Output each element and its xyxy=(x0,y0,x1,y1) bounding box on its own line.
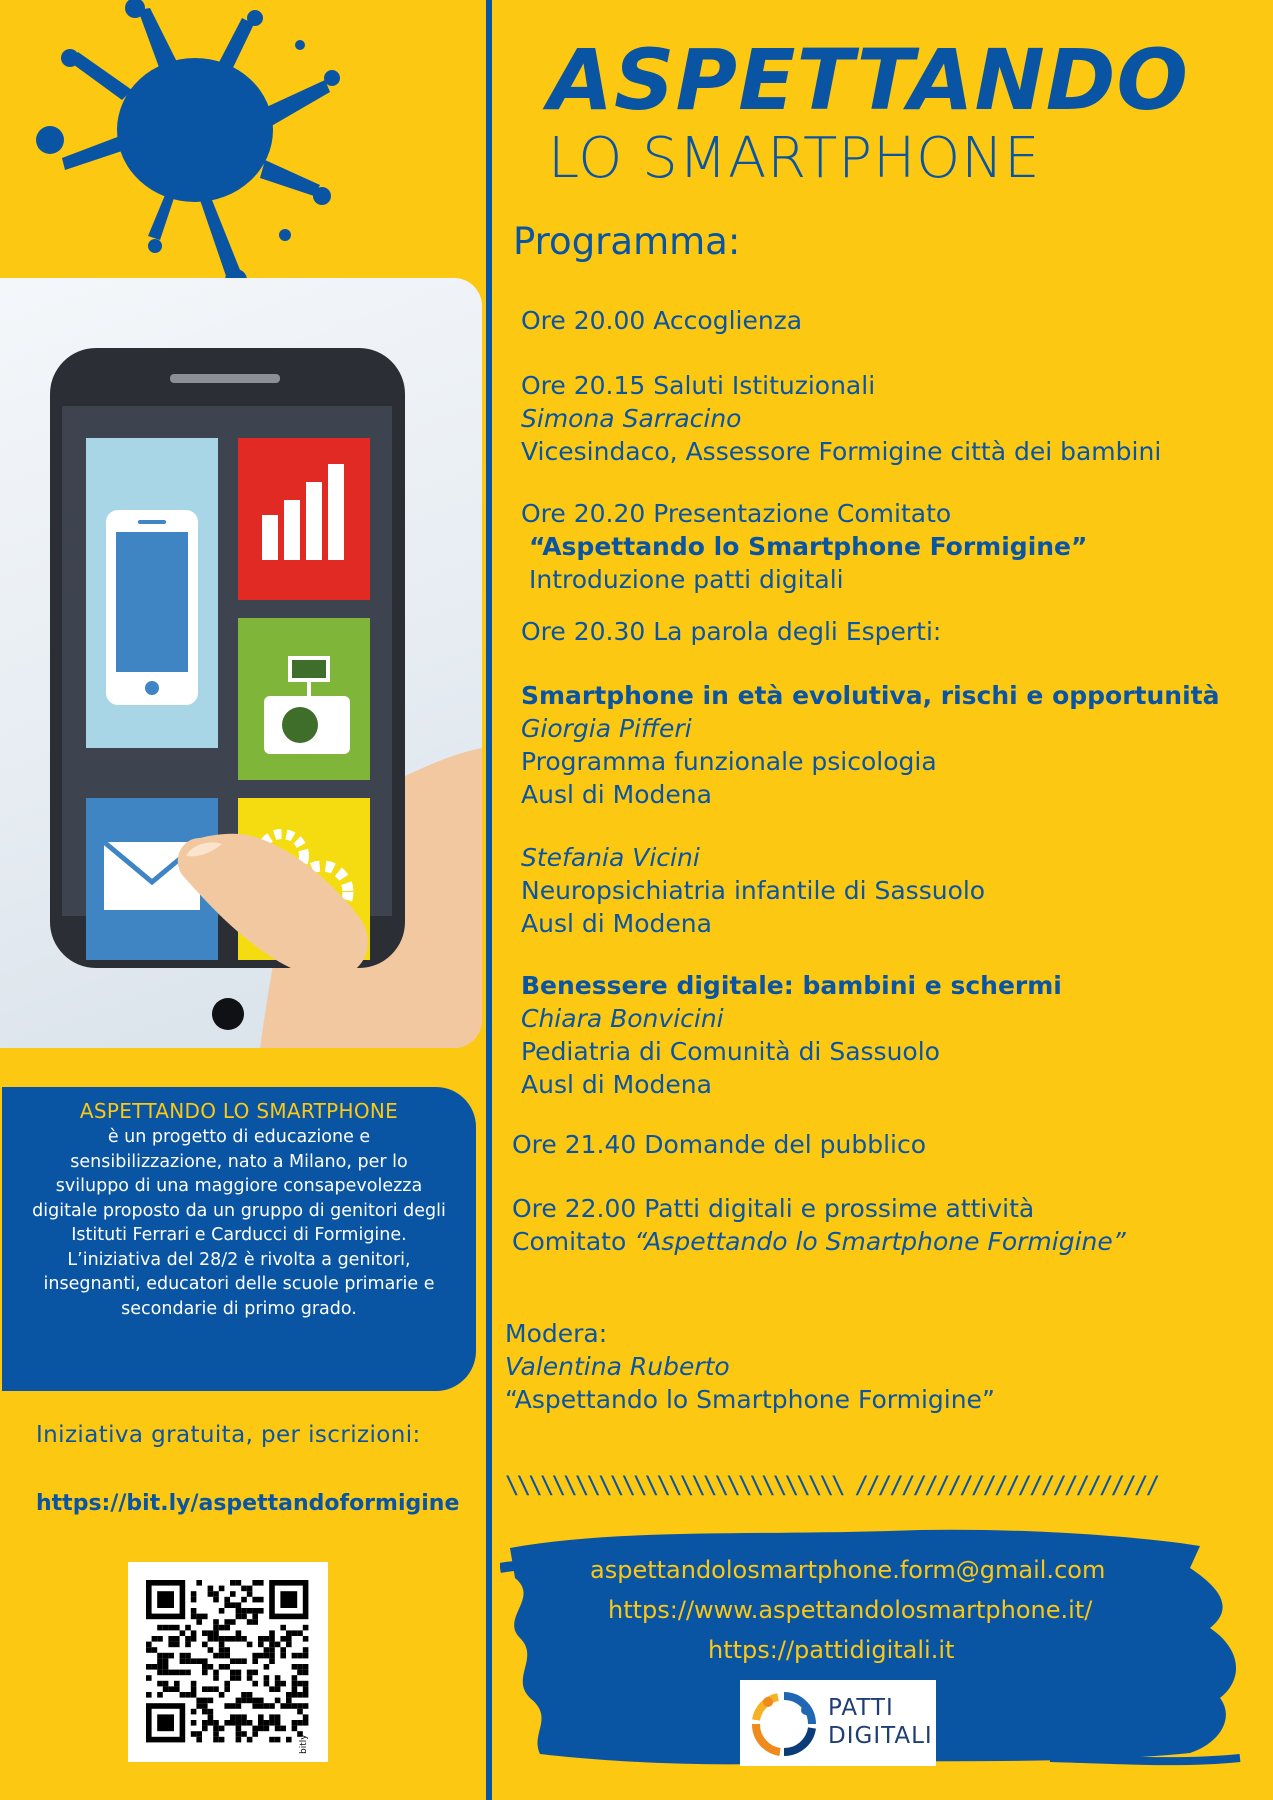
program-line xyxy=(512,1226,1126,1258)
contact-patti-digitali[interactable]: https://pattidigitali.it xyxy=(708,1636,955,1664)
program-line-text: Ore 20.30 La parola degli Esperti: xyxy=(521,617,942,646)
program-line-text: Stefania Vicini xyxy=(521,843,700,872)
program-line xyxy=(512,1193,1034,1225)
program-line-text: Vicesindaco, Assessore Formigine città dei bambini xyxy=(521,437,1162,466)
info-body: è un progetto di educazione e sensibilizzazione, nato a Milano, per lo sviluppo di una maggiore consapevolezza digitale proposto da un gruppo di genitori degli Istituti Ferrari e Carducci di Formigine. L’iniziativa del 28/2 è rivolta a genitori, insegnanti, educatori delle scuole primarie e secondarie di primo grado. xyxy=(32,1127,446,1319)
program-line-text: Giorgia Pifferi xyxy=(521,714,692,743)
program-line-text: Ore 20.15 Saluti Istituzionali xyxy=(521,371,876,400)
decorative-slashes: \\\\\\\\\\\\\\\\\\\\\\\\\\\\\ ////////////////////////// xyxy=(505,1471,1158,1499)
program-line-text: “Aspettando lo Smartphone Formigine” xyxy=(529,532,1088,561)
program-line xyxy=(521,1036,940,1068)
program-line xyxy=(505,1384,995,1416)
program-line-text: Ausl di Modena xyxy=(521,780,712,809)
program-line-text: Neuropsichiatria infantile di Sassuolo xyxy=(521,876,986,905)
registration-label: Iniziativa gratuita, per iscrizioni: xyxy=(36,1422,421,1448)
page-title: ASPETTANDO xyxy=(548,31,1189,129)
program-line xyxy=(521,1003,724,1035)
program-line xyxy=(521,403,741,435)
logo-line-2: DIGITALI xyxy=(828,1723,933,1749)
patti-digitali-logo xyxy=(740,1680,936,1766)
program-line-text: Ore 22.00 Patti digitali e prossime attività xyxy=(512,1194,1035,1223)
program-line xyxy=(521,970,1062,1002)
program-line-text: Comitato xyxy=(512,1227,635,1256)
program-line xyxy=(529,564,844,596)
patti-digitali-logo-icon xyxy=(748,1688,820,1760)
program-line-text: Programma funzionale psicologia xyxy=(521,747,937,776)
program-line-text: Ore 20.20 Presentazione Comitato xyxy=(521,499,952,528)
program-line-text: Modera: xyxy=(505,1319,608,1348)
program-line-extra: “Aspettando lo Smartphone Formigine” xyxy=(634,1227,1126,1256)
page-subtitle: LO SMARTPHONE xyxy=(548,126,1041,191)
program-line xyxy=(505,1318,607,1350)
paint-splash-icon xyxy=(10,0,340,300)
qr-code-icon[interactable] xyxy=(128,1562,328,1762)
program-line xyxy=(521,680,1220,712)
program-line-text: Ore 20.00 Accoglienza xyxy=(521,306,803,335)
program-line-text: Smartphone in età evolutiva, rischi e opportunità xyxy=(521,681,1220,710)
program-heading: Programma: xyxy=(513,220,741,263)
program-line-text: Ausl di Modena xyxy=(521,909,712,938)
info-title: ASPETTANDO LO SMARTPHONE xyxy=(79,1099,399,1123)
contact-email[interactable]: aspettandolosmartphone.form@gmail.com xyxy=(590,1556,1106,1584)
program-line xyxy=(521,713,692,745)
program-line xyxy=(521,779,712,811)
contact-website[interactable]: https://www.aspettandolosmartphone.it/ xyxy=(608,1596,1093,1624)
program-line-text: Ore 21.40 Domande del pubblico xyxy=(512,1130,927,1159)
program-line-text: Chiara Bonvicini xyxy=(521,1004,724,1033)
program-line xyxy=(521,1069,712,1101)
program-line xyxy=(529,531,1087,563)
qr-label: bitly xyxy=(299,1734,309,1754)
column-divider xyxy=(486,0,492,1800)
program-line-text: “Aspettando lo Smartphone Formigine” xyxy=(505,1385,995,1414)
program-line xyxy=(521,616,941,648)
program-line-text: Simona Sarracino xyxy=(521,404,742,433)
program-line xyxy=(521,436,1161,468)
program-line xyxy=(521,498,951,530)
program-line-text: Ausl di Modena xyxy=(521,1070,712,1099)
program-line xyxy=(521,875,985,907)
program-line-text: Pediatria di Comunità di Sassuolo xyxy=(521,1037,940,1066)
program-line xyxy=(521,305,802,337)
program-line-text: Benessere digitale: bambini e schermi xyxy=(521,971,1062,1000)
program-line xyxy=(505,1351,730,1383)
smartphone-illustration xyxy=(0,278,482,1048)
program-line-text: Valentina Ruberto xyxy=(505,1352,730,1381)
program-line-text: Introduzione patti digitali xyxy=(529,565,844,594)
registration-link[interactable]: https://bit.ly/aspettandoformigine xyxy=(36,1491,460,1516)
program-line xyxy=(512,1129,926,1161)
program-line xyxy=(521,842,700,874)
program-line xyxy=(521,746,937,778)
program-line xyxy=(521,908,712,940)
program-line xyxy=(521,370,875,402)
info-box xyxy=(2,1087,476,1391)
logo-line-1: PATTI xyxy=(828,1695,894,1721)
